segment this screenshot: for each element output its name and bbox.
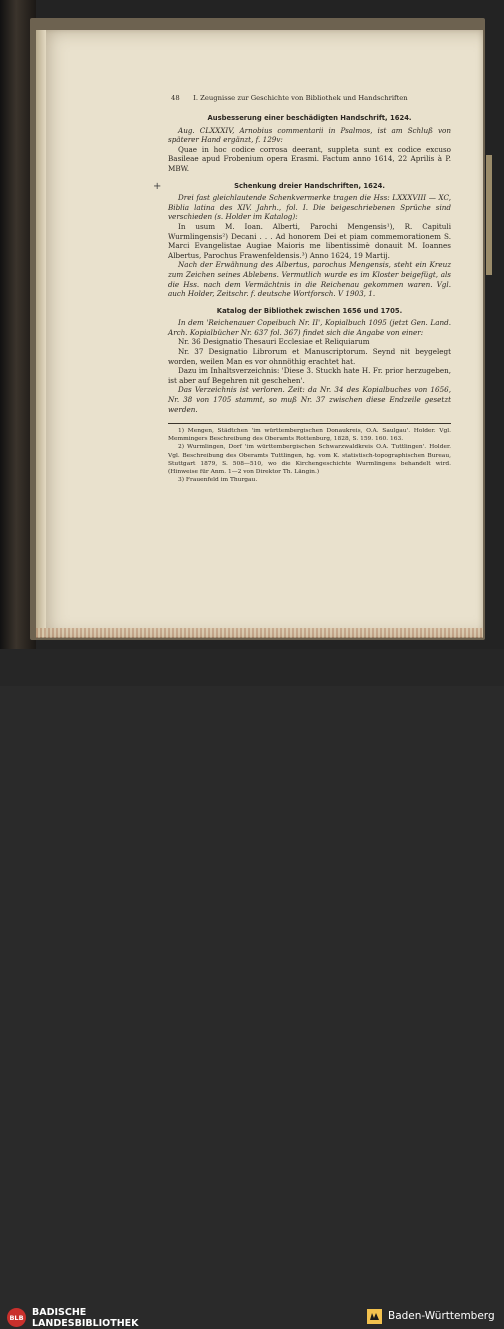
section2-note: Nach der Erwähnung des Albertus, parochus Mengensis, steht ein Kreuz zum Zeichen seines Ablebens. Vermutlich wurde es im Kloster beigefügt, als die Hss. nach dem Vermächtnis in die Reichenau gekommen waren. Vgl. auch Holder, Zeitschr. f. deutsche Wortforsch. V 1903, 1.	[168, 260, 451, 299]
page-text	[168, 114, 451, 484]
footnote-2: 2) Wurmlingen, Dorf 'im württembergischen Schwarzwaldkreis O.A. Tuttlingen'. Holder. Vgl. Beschreibung des Oberamts Tuttlingen, hg. vom K. statistisch-topographischen Bureau, Stuttgart 1879, S. 508—510, wo die Kirchengeschichte Wurmlingens behandelt wird. (Hinweise für Anm. 1—2 von Direktor Th. Längin.)	[168, 444, 451, 475]
library-name-line1: BADISCHE	[32, 1307, 87, 1318]
page-number: 48	[171, 94, 180, 102]
section3-item-36: Nr. 36 Designatio Thesauri Ecclesiae et Reliquiarum	[178, 337, 370, 347]
footnote-1: 1) Mengen, Städtchen 'im württembergischen Donaukreis, O.A. Saulgau'. Holder. Vgl. Memmingers Beschreibung des Oberamts Rottenburg, 1828, S. 159. 160. 163.	[168, 428, 451, 443]
baden-wuerttemberg-logo-icon[interactable]	[367, 1309, 382, 1324]
library-name-line2: LANDESBIBLIOTHEK	[32, 1318, 139, 1329]
footnote-rule	[168, 423, 451, 424]
cross-mark: +	[153, 181, 162, 192]
section-title-1: Ausbesserung einer beschädigten Handschrift, 1624.	[207, 114, 412, 122]
section-title-3: Katalog der Bibliothek zwischen 1656 und 1705.	[216, 306, 403, 315]
section3-intro: In dem 'Reichenauer Copeibuch Nr. II', Kopialbuch 1095 (jetzt Gen. Land. Arch. Kopialbücher Nr. 637 fol. 367) findet sich die Angabe von einer:	[168, 318, 451, 337]
state-name[interactable]: Baden-Württemberg	[388, 1310, 495, 1322]
footnote-3: 3) Frauenfeld im Thurgau.	[178, 476, 258, 483]
section-title-2: Schenkung dreier Handschriften, 1624.	[234, 181, 385, 190]
library-name[interactable]	[32, 1307, 139, 1329]
page-tab-marker	[486, 155, 492, 275]
footnotes	[168, 423, 451, 484]
scan-viewer	[0, 0, 504, 649]
section3-item-37: Nr. 37 Designatio Librorum et Manuscriptorum. Seynd nit beygelegt worden, weilen Man es vor ohnnöthig erachtet hat.	[168, 347, 451, 366]
running-title: I. Zeugnisse zur Geschichte von Bibliothek und Handschriften	[193, 94, 408, 102]
page-fore-edge	[36, 628, 483, 638]
section1-text: Quae in hoc codice corrosa deerant, suppleta sunt ex codice excuso Basileae apud Frobenium opera Erasmi. Factum anno 1614, 22 Aprilis à P. MBW.	[168, 144, 451, 173]
section3-lost-note: Das Verzeichnis ist verloren. Zeit: da Nr. 34 des Kopialbuches von 1656, Nr. 38 von 1705 stammt, so muß Nr. 37 zwischen diese Endzeile gesetzt werden.	[168, 385, 451, 414]
page-gutter-shadow	[36, 30, 46, 637]
blb-logo-icon[interactable]: BLB	[7, 1308, 26, 1327]
running-head	[171, 94, 451, 102]
section3-index-note: Dazu im Inhaltsverzeichnis: 'Diese 3. Stuckh hate H. Fr. prior herzugeben, ist aber auf Begehren nit geschehen'.	[168, 366, 451, 385]
section2-intro: Drei fast gleichlautende Schenkvermerke tragen die Hss: LXXXVIII — XC, Biblia latina des XIV. Jahrh., fol. I. Die beigeschriebenen Sprüche sind verschieden (s. Holder im Katalog):	[168, 193, 451, 222]
footer-bar	[0, 649, 504, 1329]
section1-source: Aug. CLXXXIV, Arnobius commentarii in Psalmos, ist am Schluß von späterer Hand ergänzt, f. 129v:	[168, 125, 451, 145]
section2-text: In usum M. Ioan. Alberti, Parochi Mengensis¹), R. Capituli Wurmlingensis²) Decani . . . Ad honorem Dei et piam commemorationem S. Marci Evangelistae Augiae Maioris me libentissimè donauit M. Ioannes Albertus, Parochus Frawenfeldensis.³) Anno 1624, 19 Martij.	[168, 221, 451, 260]
